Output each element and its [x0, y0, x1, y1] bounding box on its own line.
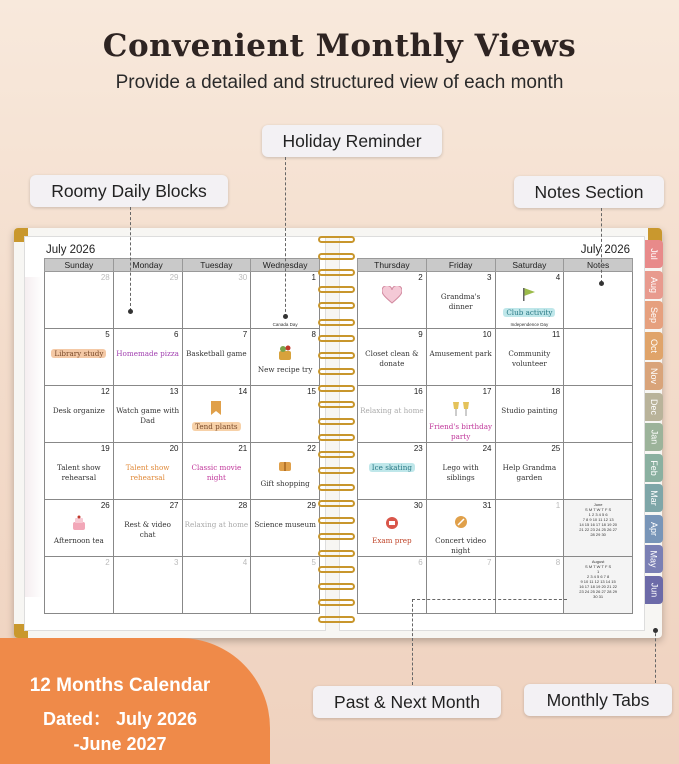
- spiral-ring: [318, 599, 355, 606]
- day-number: 3: [487, 273, 492, 282]
- day-cell[interactable]: [426, 500, 495, 557]
- weekday-header: Monday: [113, 259, 182, 272]
- spiral-ring: [318, 352, 355, 359]
- day-cell[interactable]: [251, 443, 320, 500]
- promo-line-2: Dated： July 2026: [42, 709, 198, 729]
- monthly-tabs-callout: Monthly Tabs: [524, 684, 672, 716]
- day-cell[interactable]: [113, 329, 182, 386]
- event-text: Basketball game: [186, 349, 247, 358]
- day-cell[interactable]: [426, 329, 495, 386]
- spiral-ring: [318, 517, 355, 524]
- spiral-ring: [318, 368, 355, 375]
- day-number: 15: [307, 387, 316, 396]
- pizza-icon: [454, 514, 468, 533]
- event-text: Ice skating: [369, 463, 415, 472]
- day-number: 25: [551, 444, 561, 453]
- leader-dot: [128, 309, 133, 314]
- roomy-daily-blocks-callout: Roomy Daily Blocks: [30, 175, 228, 207]
- day-number: 2: [418, 273, 423, 282]
- tab-label: Nov: [648, 367, 659, 385]
- month-label: July 2026: [46, 244, 96, 256]
- spiral-ring: [318, 418, 355, 425]
- month-tab-jan[interactable]: [645, 423, 663, 451]
- day-cell[interactable]: [495, 272, 564, 329]
- day-number: 7: [242, 330, 248, 339]
- day-number: 24: [482, 444, 492, 453]
- day-number: 5: [311, 558, 316, 567]
- event-text: Friend's birthday party: [429, 422, 493, 441]
- leader-line: [285, 157, 286, 317]
- day-cell[interactable]: [358, 443, 427, 500]
- day-cell[interactable]: [113, 272, 182, 329]
- month-label: July 2026: [580, 244, 630, 256]
- calendar-grid-left: [44, 258, 320, 614]
- event-text: Talent show rehearsal: [57, 463, 101, 482]
- notes-section-callout: Notes Section: [514, 176, 664, 208]
- day-number: 11: [551, 330, 561, 339]
- day-cell[interactable]: [358, 329, 427, 386]
- day-cell[interactable]: [182, 272, 251, 329]
- tab-label: Aug: [648, 276, 659, 293]
- notes-cell[interactable]: [564, 329, 633, 386]
- day-cell[interactable]: [182, 557, 251, 614]
- day-cell[interactable]: [113, 500, 182, 557]
- day-cell[interactable]: [251, 557, 320, 614]
- spiral-ring: [318, 566, 355, 573]
- day-number: 23: [413, 444, 423, 453]
- day-cell[interactable]: [113, 386, 182, 443]
- bookmark-icon: [210, 400, 222, 419]
- spiral-ring: [318, 550, 355, 557]
- spiral-ring: [318, 467, 355, 474]
- mini-calendar-june: June S M T W T F S 1 2 3 4 5 6 7 8 9 10 11 12 13 14 15 16 17 18 19 20 21 22 23 24 25 26 27 28 29 30: [564, 500, 633, 557]
- day-cell[interactable]: [182, 386, 251, 443]
- spiral-binding: [318, 236, 355, 632]
- page-subtitle: Provide a detailed and structured view of each month: [115, 72, 564, 93]
- day-cell[interactable]: [495, 557, 564, 614]
- day-cell[interactable]: [495, 386, 564, 443]
- day-number: 16: [413, 387, 423, 396]
- tab-label: Oct: [648, 338, 659, 353]
- day-cell[interactable]: [113, 557, 182, 614]
- day-number: 31: [482, 501, 492, 510]
- day-cell[interactable]: [45, 500, 114, 557]
- event-text: Closet clean & donate: [365, 349, 419, 368]
- day-cell[interactable]: [495, 500, 564, 557]
- event-text: Homemade pizza: [116, 349, 179, 358]
- leader-dot: [283, 314, 288, 319]
- spiral-ring: [318, 319, 355, 326]
- day-number: 17: [482, 387, 492, 396]
- event-text: Gift shopping: [260, 479, 310, 488]
- leader-dot: [653, 628, 658, 633]
- day-cell[interactable]: [495, 443, 564, 500]
- day-cell[interactable]: [45, 329, 114, 386]
- notes-cell[interactable]: [564, 386, 633, 443]
- cake-icon: [70, 514, 88, 536]
- event-text: Rest & video chat: [124, 520, 171, 539]
- tab-label: Dec: [648, 398, 659, 415]
- leader-line: [655, 628, 656, 683]
- event-text: Classic movie night: [191, 463, 242, 482]
- flag-icon: [522, 286, 536, 305]
- day-cell[interactable]: [251, 500, 320, 557]
- holiday-label: Independence Day: [510, 322, 549, 327]
- month-tab-feb[interactable]: [645, 454, 663, 482]
- day-number: 20: [169, 444, 179, 453]
- day-number: 6: [174, 330, 179, 339]
- day-number: 18: [551, 387, 561, 396]
- day-number: 7: [487, 558, 492, 567]
- holiday-label: Canada Day: [272, 322, 298, 327]
- tab-label: Jan: [648, 429, 659, 445]
- day-number: 28: [238, 501, 248, 510]
- event-text: Exam prep: [372, 536, 412, 545]
- tab-label: May: [648, 550, 659, 568]
- promo-line-3: -June 2027: [73, 734, 167, 754]
- spiral-ring: [318, 500, 355, 507]
- day-cell[interactable]: [182, 443, 251, 500]
- notes-cell[interactable]: [564, 272, 633, 329]
- spiral-ring: [318, 236, 355, 243]
- event-text: Club activity: [503, 308, 555, 317]
- spiral-ring: [318, 484, 355, 491]
- event-text: New recipe try: [257, 365, 313, 374]
- month-tab-dec[interactable]: [645, 393, 663, 421]
- weekday-header: Notes: [564, 259, 633, 272]
- spiral-ring: [318, 385, 355, 392]
- tab-label: Feb: [648, 459, 659, 476]
- day-number: 10: [482, 330, 492, 339]
- day-cell[interactable]: [45, 386, 114, 443]
- day-number: 8: [311, 330, 316, 339]
- day-cell[interactable]: [426, 386, 495, 443]
- day-cell[interactable]: [358, 500, 427, 557]
- gift-icon: [278, 457, 292, 476]
- floral-border: [25, 277, 43, 597]
- event-text: Watch game with Dad: [116, 406, 180, 425]
- day-cell[interactable]: [45, 443, 114, 500]
- day-cell[interactable]: [495, 329, 564, 386]
- month-tab-may[interactable]: [645, 545, 663, 573]
- day-number: 19: [100, 444, 110, 453]
- spiral-ring: [318, 302, 355, 309]
- event-text: Amusement park: [429, 349, 492, 358]
- day-number: 4: [242, 558, 248, 567]
- day-number: 13: [169, 387, 179, 396]
- mini-calendar-august: August S M T W T F S 1 2 3 4 5 6 7 8 9 10 11 12 13 14 15 16 17 18 19 20 21 22 23 24 25 26 27 28 29 30 31: [564, 557, 633, 614]
- event-text: Community volunteer: [508, 349, 551, 368]
- day-cell[interactable]: [45, 557, 114, 614]
- promo-line-1: 12 Months Calendar: [29, 675, 211, 696]
- spiral-ring: [318, 533, 355, 540]
- day-number: 3: [174, 558, 179, 567]
- leader-line: [412, 599, 413, 685]
- spiral-ring: [318, 335, 355, 342]
- day-number: 9: [418, 330, 423, 339]
- day-cell[interactable]: [45, 272, 114, 329]
- day-number: 21: [238, 444, 248, 453]
- weekday-header: Tuesday: [182, 259, 251, 272]
- day-number: 26: [100, 501, 110, 510]
- day-number: 4: [555, 273, 561, 282]
- event-text: Afternoon tea: [53, 536, 104, 545]
- spiral-ring: [318, 269, 355, 276]
- event-text: Help Grandma garden: [502, 463, 557, 482]
- day-number: 30: [238, 273, 248, 282]
- day-cell[interactable]: [251, 329, 320, 386]
- day-cell[interactable]: [358, 386, 427, 443]
- month-tab-apr[interactable]: [645, 515, 663, 543]
- tab-label: Apr: [648, 521, 659, 536]
- weekday-header: Friday: [426, 259, 495, 272]
- month-tab-jun[interactable]: [645, 576, 663, 604]
- notes-cell[interactable]: [564, 443, 633, 500]
- leader-line: [130, 207, 131, 311]
- spiral-ring: [318, 583, 355, 590]
- calendar-grid-right: [357, 258, 633, 614]
- leader-dot: [599, 281, 604, 286]
- past-next-month-callout: Past & Next Month: [313, 686, 501, 718]
- spiral-ring: [318, 451, 355, 458]
- event-text: Tend plants: [192, 422, 240, 431]
- month-tab-sep[interactable]: [645, 301, 663, 329]
- holiday-reminder-callout: Holiday Reminder: [262, 125, 442, 157]
- day-cell[interactable]: [358, 557, 427, 614]
- day-number: 22: [307, 444, 316, 453]
- event-text: Grandma's dinner: [440, 292, 481, 311]
- month-tab-oct[interactable]: [645, 332, 663, 360]
- day-number: 29: [169, 273, 179, 282]
- day-number: 2: [105, 558, 110, 567]
- weekday-header: Wednesday: [251, 259, 320, 272]
- day-cell[interactable]: [426, 272, 495, 329]
- month-tab-nov[interactable]: [645, 362, 663, 390]
- event-text: Lego with siblings: [442, 463, 479, 482]
- day-number: 6: [418, 558, 423, 567]
- month-tab-aug[interactable]: [645, 271, 663, 299]
- tab-label: Jul: [648, 248, 659, 260]
- tab-label: Sep: [648, 306, 659, 324]
- bbq-icon: [275, 343, 295, 367]
- event-text: Science museum: [254, 520, 316, 529]
- day-number: 5: [105, 330, 110, 339]
- day-cell[interactable]: [426, 557, 495, 614]
- weekday-header: Sunday: [45, 259, 114, 272]
- day-number: 27: [169, 501, 179, 510]
- spiral-ring: [318, 286, 355, 293]
- event-text: Relaxing at home: [360, 406, 424, 415]
- leader-line: [412, 599, 567, 600]
- spiral-ring: [318, 434, 355, 441]
- day-cell[interactable]: [251, 386, 320, 443]
- day-number: 12: [100, 387, 110, 396]
- day-number: 8: [555, 558, 561, 567]
- cheers-icon: [450, 400, 472, 422]
- day-number: 30: [413, 501, 423, 510]
- day-number: 28: [100, 273, 110, 282]
- tab-label: Mar: [649, 490, 659, 506]
- event-text: Desk organize: [52, 406, 105, 415]
- event-text: Studio painting: [501, 406, 558, 415]
- weekday-header: Thursday: [358, 259, 427, 272]
- tab-label: Jun: [648, 582, 659, 597]
- day-cell[interactable]: [358, 272, 427, 329]
- day-number: 14: [238, 387, 248, 396]
- leader-line: [601, 208, 602, 283]
- day-number: 29: [307, 501, 316, 510]
- month-tab-jul[interactable]: [645, 240, 663, 268]
- event-text: Library study: [51, 349, 106, 358]
- heart-icon: [382, 286, 402, 308]
- day-number: 1: [555, 501, 561, 510]
- event-text: Concert video night: [435, 536, 487, 555]
- laptop-icon: [385, 514, 399, 533]
- day-number: 1: [311, 273, 316, 282]
- page-title: Convenient Monthly Views: [102, 28, 577, 64]
- weekday-header: Saturday: [495, 259, 564, 272]
- spiral-ring: [318, 616, 355, 623]
- day-cell[interactable]: [113, 443, 182, 500]
- month-tab-mar[interactable]: [645, 484, 663, 512]
- spiral-ring: [318, 253, 355, 260]
- spiral-ring: [318, 401, 355, 408]
- event-text: Talent show rehearsal: [125, 463, 170, 482]
- day-cell[interactable]: [182, 500, 251, 557]
- day-cell[interactable]: [426, 443, 495, 500]
- day-cell[interactable]: [182, 329, 251, 386]
- event-text: Relaxing at home: [184, 520, 249, 529]
